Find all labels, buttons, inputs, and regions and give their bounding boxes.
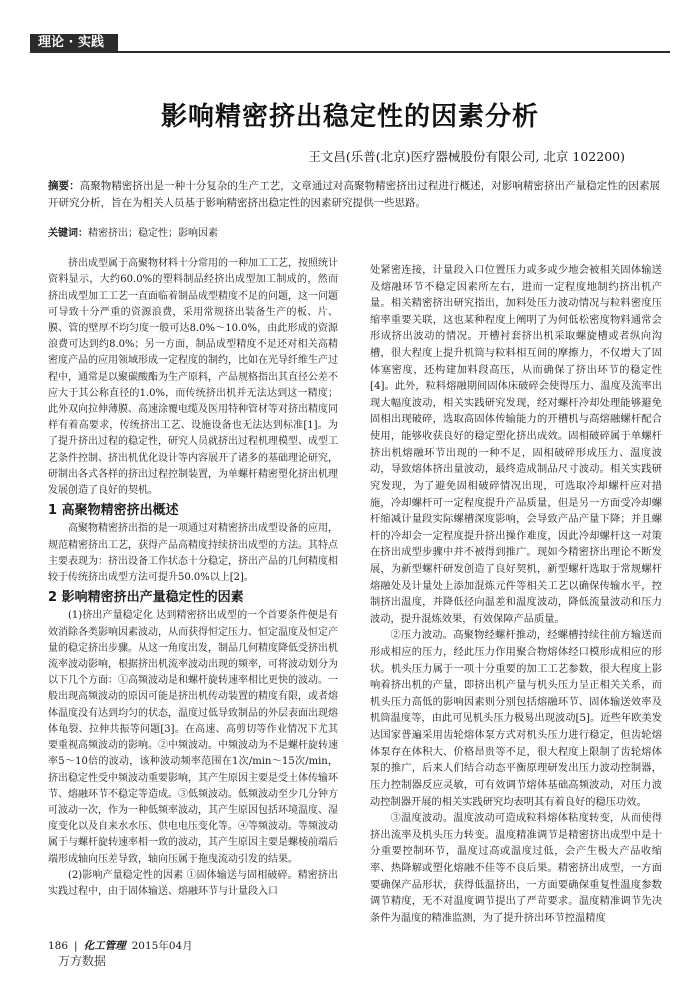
section-heading: 2 影响精密挤出产量稳定性的因素 — [48, 590, 244, 606]
article-title: 影响精密挤出稳定性的因素分析 — [160, 102, 539, 132]
author-line: 王文昌(乐普(北京)医疗器械股份有限公司, 北京 102200) — [308, 149, 625, 164]
paragraph: (2)影响产量稳定性的因素 ①固体输送与固相破碎。精密挤出实践过程中，由于固体输送、熔融环节与计量段入口 — [48, 869, 338, 897]
section-tag: 理论 · 实践 — [30, 34, 118, 52]
keywords — [48, 226, 338, 242]
section-header — [30, 34, 670, 52]
issue-date: 2015年04月 — [131, 940, 193, 952]
page-number: 186 — [48, 940, 69, 952]
footer-separator: | — [74, 940, 78, 952]
abstract-text: 高聚物精密挤出是一种十分复杂的生产工艺，文章通过对高聚物精密挤出过程进行概述，对影响精密挤出产量稳定性的因素展开研究分析，旨在为相关人员基于影响精密挤出稳定性的因素研究提供一些思路。 — [48, 180, 661, 209]
abstract-label: 摘要： — [48, 180, 80, 192]
paragraph: 处紧密连接，计量段入口位置压力或多或少地会被相关固体输送及熔融环节不稳定因素所左右，进而一定程度地制约挤出机产量。相关精密挤出研究指出，加料处压力波动情况与粒料密度压缩率重要关联，这也某种程度上阐明了为何低松密度物料通常会形成挤出波动的情况。开槽衬套挤出机采取螺旋槽或者纵向沟槽，很大程度上提升机筒与粒料相互间的摩擦力，不仅增大了固体塞密度，还构建加料段高压，从而确保了挤出环节的稳定性[4]。此外，粒料熔融期间固体床破碎会使得压力、温度及流率出现大幅度波动，相关实践研究发现，经对螺杆冷却处理能够避免固相出现破碎，选取高固体传输能力的开槽机与高熔融螺杆配合使用，能够收获良好的稳定塑化挤出成效。固相破碎属于单螺杆挤出机熔融环节出现的一种不足，固相破碎形成压力、温度波动，导致熔体挤出量波动，最终造成制品尺寸波动。相关实践研究发现，为了避免固相破碎情况出现，可选取冷却螺杆应对措施，冷却螺杆可一定程度提升产品质量，但是另一方面受冷却螺杆缩减计量段实际螺槽深度影响，会导致产品产量下降；并且螺杆的冷却会一定程度提升挤出操作难度，因此冷却螺杆这一对策在挤出成型步骤中并不被得到推广。现如今精密挤出理论不断发展，为新型螺杆研发创造了良好契机，新型螺杆选取于常规螺杆熔融处及计量处上添加混炼元件等相关工艺以确保传输水平，控制挤出温度，并降低径向温差和温度波动，降低流量波动和压力波动，提升混炼效果，有效保障产品质量。 — [370, 264, 662, 625]
paragraph: (1)挤出产量稳定化 达到精密挤出成型的一个首要条件便是有效消除各类影响因素波动，从而获得恒定压力、恒定温度及恒定产量的稳定挤出步骤。从这一角度出发，制品几何精度降低受挤出机流率波动影响，根据挤出机流率波动出现的频率，可将波动划分为以下几个方面：①高频波动是和螺杆旋转速率相比更快的波动。一般出现高频波动的原因可能是挤出机传动装置的精度有限，或者熔体温度没有达到均匀的状态，温度过低导致制品的外层表面出现熔体龟裂、拉伸共振等问题[3]。在高速、高剪切等作业情况下尤其要重视高频波动的影响。②中频波动。中频波动为不是螺杆旋转速率5～10倍的波动，该种波动频率范围在1次/min～15次/min，挤出稳定性受中频波动重要影响，其产生原因主要是受土体传输环节、熔融环节不稳定等造成。③低频波动。低频波动至少几分钟方可波动一次，作为一种低频率波动，其产生原因包括环境温度、湿度变化以及自来水水压、供电电压变化等。④等频波动。等频波动属于与螺杆旋转速率相一致的波动，其产生原因主要是螺棱前端后端形成轴向压差导致，轴向压属于拖曳流动引发的结果。 — [48, 610, 338, 865]
right-column — [370, 262, 662, 926]
paragraph: 挤出成型属于高聚物材料十分常用的一种加工工艺，按照统计资料显示，大约60.0%的塑料制品经挤出成型加工制成的，然而挤出成型加工工艺一直面临着制品成型精度不足的问题，这一问题可导致十分严重的资源浪费，采用常规挤出装备生产的板、片、膜、管的壁厚不均匀度一般可达8.0%～10.0%，由此形成的资源浪费可达到约8.0%；另一方面，制品成型精度不足还对相关高精密度产品的应用领域形成一定程度的制约，比如在光导纤维生产过程中，通常是以聚碳酸酯为生产原料，产品规格指出其直径公差不应大于其公称直径的1.0%，而传统挤出机并无法达到这一精度；此外双向拉伸薄膜、高速涂覆电缆及医用特种管材等对挤出精度同样有着高要求，传统挤出工艺、设施设备也无法达到标准[1]。为了提升挤出过程的稳定性，研究人员就挤出过程机理模型、成型工艺条件控制、挤出机优化设计等内容展开了诸多的基础理论研究，研制出各式各样的挤出过程控制装置，为单螺杆精密塑化挤出机理发展创造了良好的契机。 — [48, 258, 338, 497]
watermark: 万方数据 — [58, 954, 107, 968]
paragraph: 高聚物精密挤出指的是一项通过对精密挤出成型设备的应用，规范精密挤出工艺，获得产品高精度持续挤出成型的方法。其特点主要表现为：挤出设备工作状态十分稳定，挤出产品的几何精度相较于传统挤出成型方法可提升50.0%以上[2]。 — [48, 523, 338, 584]
journal-name: 化工管理 — [83, 940, 126, 952]
paragraph: ②压力波动。高聚物经螺杆推动，经螺槽持续往前方输送而形成相应的压力，经此压力作用聚合物熔体经口模形成相应的形状。机头压力属于一项十分重要的加工工艺参数，很大程度上影响着挤出机的产量，即挤出机产量与机头压力呈正相关关系，而机头压力高低的影响因素则分别包括熔融环节、固体输送效率及机筒温度等，由此可见机头压力极易出现波动[5]。近些年欧美发达国家普遍采用齿轮熔体泵方式对机头压力进行稳定，但齿轮熔体泵存在体积大、价格昂贵等不足，很大程度上限制了齿轮熔体泵的推广，后来人们结合动态平衡原理研发出压力波动控制器，压力控制器反应灵敏，可有效调节熔体基础高频波动，对压力波动控制器开展的相关实践研究均表明其有着良好的稳压功效。 — [370, 629, 662, 808]
paragraph: ③温度波动。温度波动可造成粒料熔体粘度转变，从而使得挤出流率及机头压力转变。温度精准调节是精密挤出成型中是十分重要控制环节，温度过高或温度过低，会产生极大产品收缩率、热降解或塑化熔融不佳等不良后果。精密挤出成型，一方面要确保产品形状，获得低温挤出，一方面要确保重复性温度参数调节精度，无不对温度调节提出了严苛要求。温度精准调节先决条件为温度的精准监测，为了提升挤出环节控温精度 — [370, 812, 662, 924]
abstract — [48, 178, 660, 212]
keywords-label: 关键词： — [48, 228, 88, 239]
page-footer — [48, 938, 193, 953]
section-heading: 1 高聚物精密挤出概述 — [48, 503, 179, 519]
keywords-text: 精密挤出；稳定性；影响因素 — [88, 228, 218, 239]
left-column — [48, 226, 338, 900]
header-rule — [30, 51, 670, 53]
